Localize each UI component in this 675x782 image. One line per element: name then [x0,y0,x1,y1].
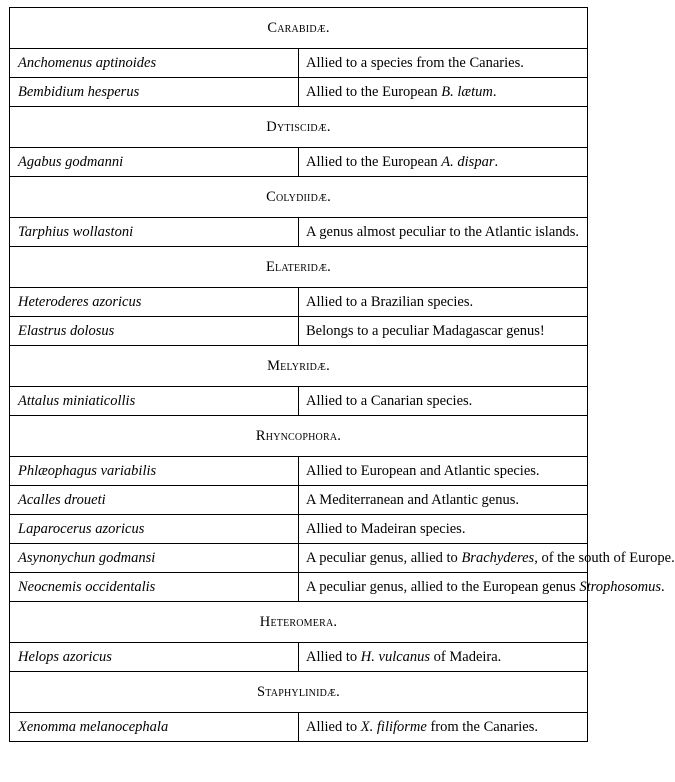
affinity-note [299,457,588,486]
note-segment: Allied to European and Atlantic species. [306,462,540,479]
table-row [10,713,588,742]
family-header-row [10,672,588,713]
family-name: Heteromera. [10,602,588,643]
table-row [10,317,588,346]
table-row [10,573,588,602]
species-name: Xenomma melanocephala [10,713,299,742]
family-header-row [10,107,588,148]
species-name: Acalles droueti [10,486,299,515]
family-header-row [10,8,588,49]
table-row [10,49,588,78]
species-name: Phlæophagus variabilis [10,457,299,486]
family-name: Melyridæ. [10,346,588,387]
table-body [10,8,675,742]
note-italic-segment: A. dispar [441,153,495,170]
family-name: Elateridæ. [10,247,588,288]
affinity-note [299,713,588,742]
note-segment: A genus almost peculiar to the Atlantic islands. [306,223,580,240]
affinity-note [299,78,588,107]
family-header-row [10,177,588,218]
affinity-note [299,148,588,177]
beetle-species-table [9,7,675,742]
affinity-note [299,218,588,247]
species-name: Helops azoricus [10,643,299,672]
table-row [10,387,588,416]
family-name: Staphylinidæ. [10,672,588,713]
affinity-note [299,486,588,515]
affinity-note [299,49,588,78]
species-name: Heteroderes azoricus [10,288,299,317]
species-name: Asynonychun godmansi [10,544,299,573]
note-segment: . [494,153,499,170]
note-segment: Allied to [306,718,361,735]
affinity-note [299,573,665,602]
family-name: Carabidæ. [10,8,588,49]
affinity-note [299,544,675,573]
table-row [10,544,588,573]
note-segment: Allied to the European [306,153,442,170]
note-segment: , of the south of Europe. [534,549,675,566]
affinity-note [299,288,588,317]
table-row [10,288,588,317]
note-italic-segment: B. lætum [441,83,493,100]
note-segment: A peculiar genus, allied to the European genus [306,578,580,595]
table-row [10,486,588,515]
species-name: Laparocerus azoricus [10,515,299,544]
table-row [10,643,588,672]
table-row [10,457,588,486]
note-segment: . [492,83,497,100]
note-segment: from the Canaries. [426,718,538,735]
note-segment: Allied to a Brazilian species. [306,293,474,310]
note-italic-segment: Brachyderes [461,549,535,566]
family-header-row [10,247,588,288]
species-name: Tarphius wollastoni [10,218,299,247]
note-segment: Belongs to a peculiar Madagascar genus! [306,322,545,339]
affinity-note [299,643,588,672]
family-name: Dytiscidæ. [10,107,588,148]
species-name: Elastrus dolosus [10,317,299,346]
note-italic-segment: Strophosomus [579,578,662,595]
family-name: Rhyncophora. [10,416,588,457]
note-segment: A peculiar genus, allied to [306,549,462,566]
table-row [10,78,588,107]
species-name: Bembidium hesperus [10,78,299,107]
species-name: Anchomenus aptinoides [10,49,299,78]
note-segment: Allied to [306,648,361,665]
note-segment: A Mediterranean and Atlantic genus. [306,491,520,508]
species-name: Neocnemis occidentalis [10,573,299,602]
species-name: Agabus godmanni [10,148,299,177]
note-segment: Allied to a Canarian species. [306,392,473,409]
table-row [10,515,588,544]
table-row [10,218,588,247]
family-header-row [10,346,588,387]
affinity-note [299,317,588,346]
family-header-row [10,602,588,643]
note-segment: Allied to the European [306,83,442,100]
note-italic-segment: H. vulcanus [360,648,431,665]
family-name: Colydiidæ. [10,177,588,218]
family-header-row [10,416,588,457]
note-segment: . [661,578,665,595]
affinity-note [299,515,588,544]
affinity-note [299,387,588,416]
table-row [10,148,588,177]
note-segment: Allied to Madeiran species. [306,520,466,537]
note-segment: Allied to a species from the Canaries. [306,54,524,71]
species-name: Attalus miniaticollis [10,387,299,416]
note-segment: of Madeira. [430,648,502,665]
note-italic-segment: X. filiforme [360,718,427,735]
